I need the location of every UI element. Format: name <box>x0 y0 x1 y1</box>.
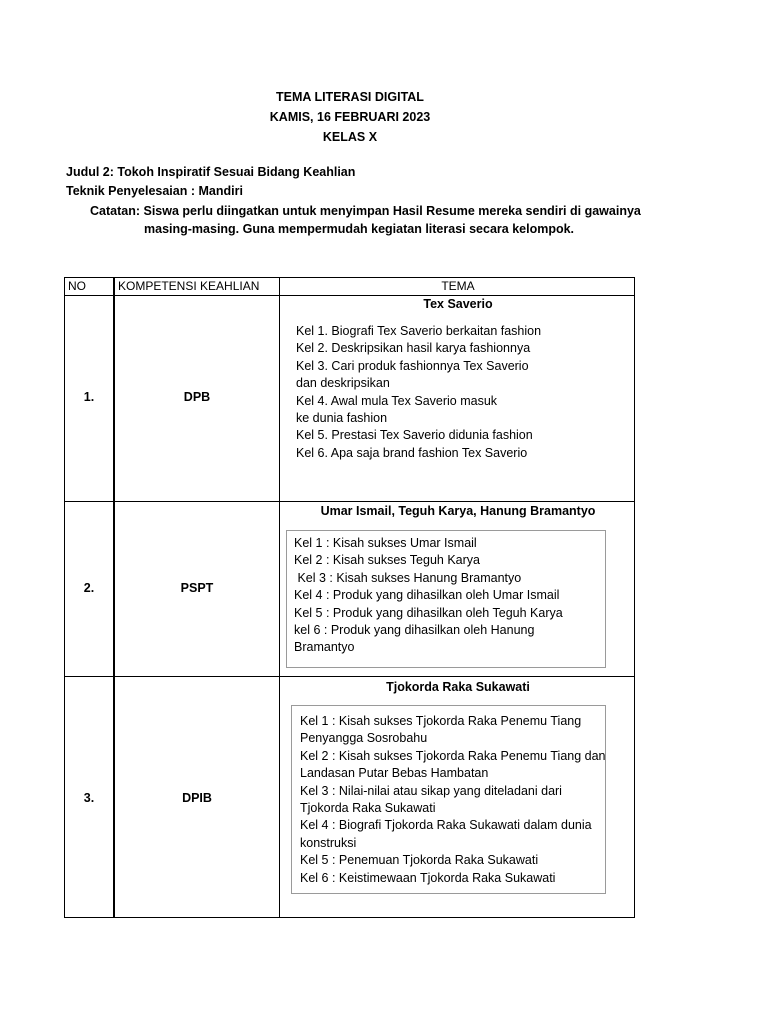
list-item: Kel 4 : Produk yang dihasilkan oleh Umar Ismail <box>294 588 560 603</box>
list-item: Kel 3 : Nilai-nilai atau sikap yang diteladani dari <box>300 783 562 798</box>
row-divider <box>65 676 634 677</box>
row-kompetensi: DPB <box>183 390 211 404</box>
list-item: Kel 1. Biografi Tex Saverio berkaitan fashion <box>296 324 542 338</box>
list-item: Kel 3 : Kisah sukses Hanung Bramantyo <box>294 570 522 585</box>
list-item: Penyangga Sosrobahu <box>300 731 428 746</box>
row-tema-list <box>296 323 541 462</box>
header-kompetensi: KOMPETENSI KEAHLIAN <box>118 279 260 293</box>
row-number: 1. <box>83 390 95 404</box>
document-class: KELAS X <box>322 130 378 144</box>
list-item: Kel 6 : Keistimewaan Tjokorda Raka Sukawati <box>300 870 556 885</box>
row-tema-title: Tex Saverio <box>423 297 493 311</box>
row-number: 2. <box>83 581 95 595</box>
document-title: TEMA LITERASI DIGITAL <box>276 90 424 104</box>
header-no: NO <box>68 279 86 293</box>
catatan-line-1: Catatan: Siswa perlu diingatkan untuk menyimpan Hasil Resume mereka sendiri di gawainya <box>90 204 641 218</box>
list-item: ke dunia fashion <box>296 411 388 426</box>
list-item: kel 6 : Produk yang dihasilkan oleh Hanung <box>294 623 535 638</box>
header-tema: TEMA <box>441 279 475 293</box>
list-item: dan deskripsikan <box>296 376 390 391</box>
list-item: Kel 6. Apa saja brand fashion Tex Saverio <box>296 445 528 460</box>
row-tema-list <box>300 713 606 887</box>
list-item: konstruksi <box>300 835 357 850</box>
list-item: Kel 2 : Kisah sukses Teguh Karya <box>294 553 480 568</box>
row-tema-title: Umar Ismail, Teguh Karya, Hanung Bramantyo <box>320 504 596 518</box>
list-item: Kel 2. Deskripsikan hasil karya fashionnya <box>296 341 531 356</box>
catatan-line-2: masing-masing. Guna mempermudah kegiatan literasi secara kelompok. <box>144 222 575 236</box>
list-item: Kel 3. Cari produk fashionnya Tex Saverio <box>296 358 529 373</box>
row-divider <box>65 501 634 502</box>
list-item: Kel 5 : Penemuan Tjokorda Raka Sukawati <box>300 853 539 868</box>
list-item: Bramantyo <box>294 640 355 655</box>
list-item: Landasan Putar Bebas Hambatan <box>300 766 489 781</box>
judul-line: Judul 2: Tokoh Inspiratif Sesuai Bidang Keahlian <box>66 165 356 179</box>
teknik-line: Teknik Penyelesaian : Mandiri <box>66 184 243 198</box>
document-date: KAMIS, 16 FEBRUARI 2023 <box>269 110 431 124</box>
list-item: Tjokorda Raka Sukawati <box>300 801 436 816</box>
list-item: Kel 4. Awal mula Tex Saverio masuk <box>296 393 498 408</box>
row-tema-list <box>294 535 563 657</box>
row-kompetensi: DPIB <box>182 791 212 805</box>
list-item: Kel 4 : Biografi Tjokorda Raka Sukawati dalam dunia <box>300 818 592 833</box>
tema-table <box>64 277 635 918</box>
column-divider <box>113 278 115 917</box>
list-item: Kel 5 : Produk yang dihasilkan oleh Teguh Karya <box>294 605 563 620</box>
row-tema-title: Tjokorda Raka Sukawati <box>386 680 530 694</box>
list-item: Kel 1 : Kisah sukses Umar Ismail <box>294 536 477 550</box>
list-item: Kel 1 : Kisah sukses Tjokorda Raka Penemu Tiang <box>300 714 582 728</box>
list-item: Kel 5. Prestasi Tex Saverio didunia fashion <box>296 428 533 443</box>
header-divider <box>65 295 634 296</box>
column-divider <box>279 278 280 917</box>
list-item: Kel 2 : Kisah sukses Tjokorda Raka Penemu Tiang dan <box>300 748 606 763</box>
row-number: 3. <box>83 791 95 805</box>
row-kompetensi: PSPT <box>180 581 214 595</box>
